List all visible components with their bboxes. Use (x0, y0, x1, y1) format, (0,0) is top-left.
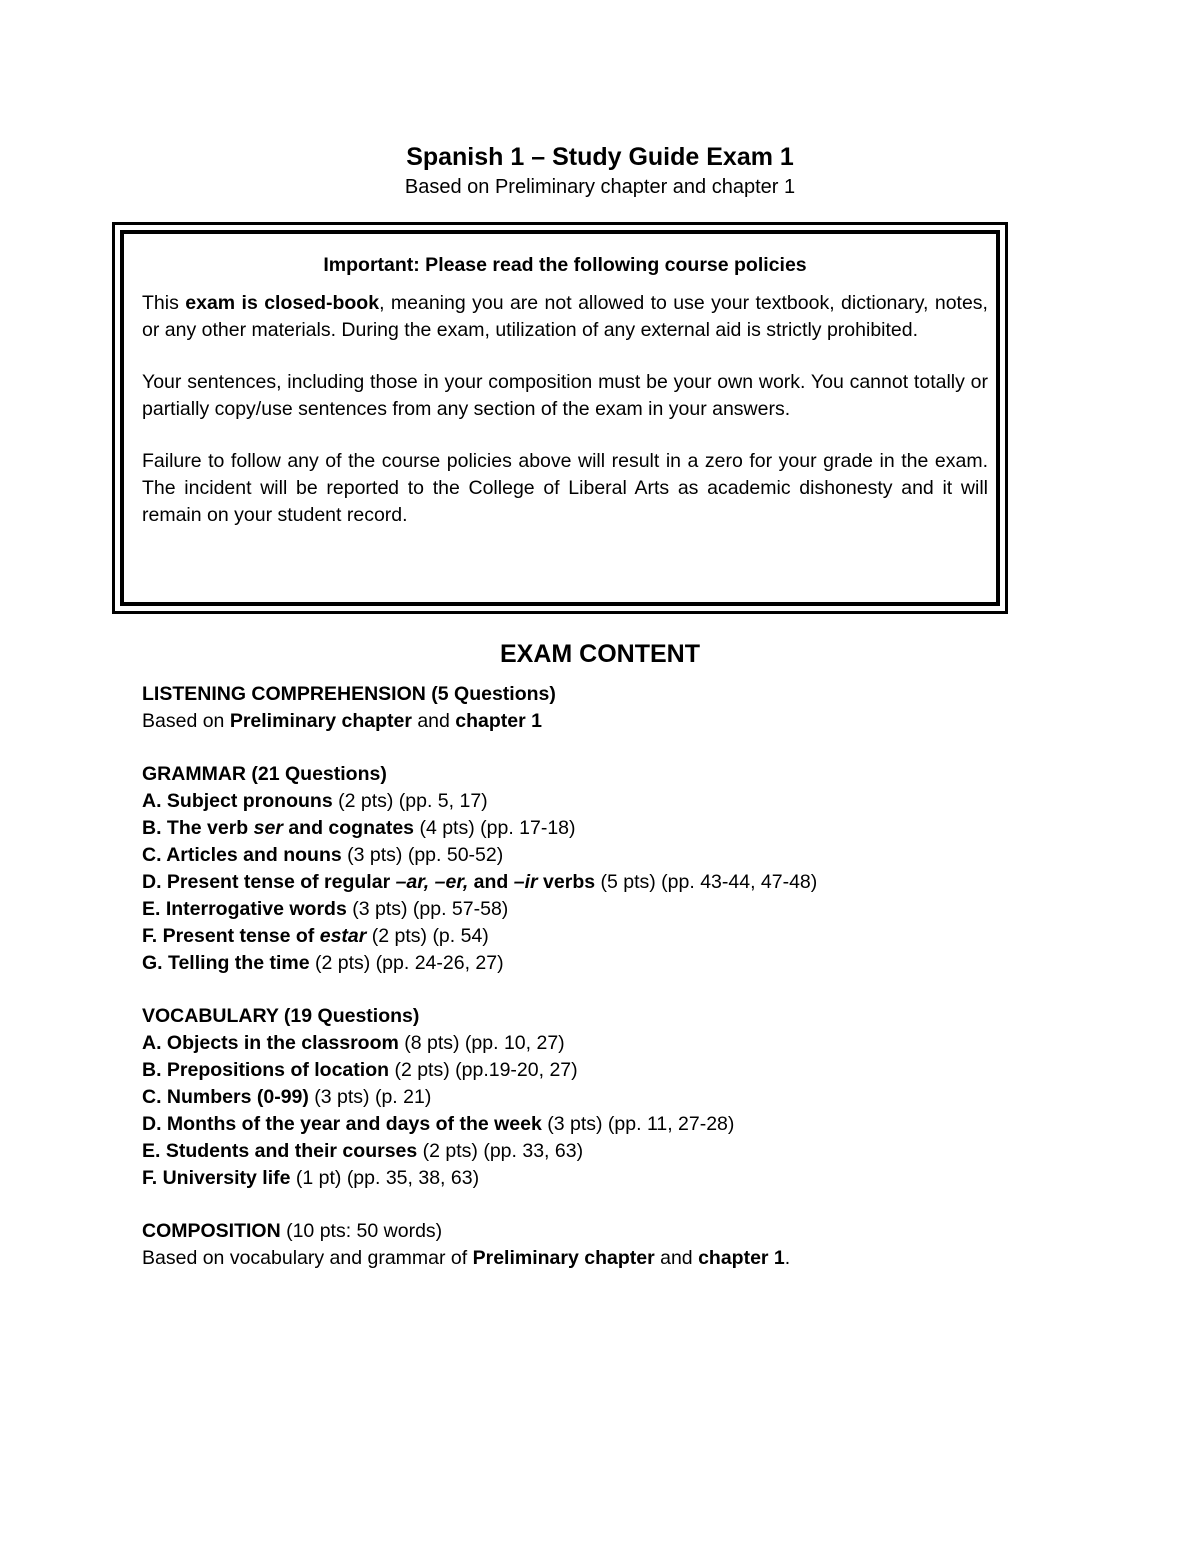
grammar-heading (142, 761, 1102, 788)
vocabulary-f-detail: (1 pt) (pp. 35, 38, 63) (290, 1167, 480, 1189)
vocabulary-b-detail: (2 pts) (pp.19-20, 27) (389, 1059, 578, 1081)
vocabulary-item-f (142, 1165, 1102, 1192)
grammar-a-label: A. Subject pronouns (142, 790, 333, 812)
grammar-c-label: C. Articles and nouns (142, 844, 342, 866)
grammar-d-label (142, 871, 595, 893)
grammar-d-ar: –ar, (395, 871, 430, 893)
exam-content-title: EXAM CONTENT (500, 640, 700, 668)
grammar-f-detail: (2 pts) (p. 54) (366, 925, 489, 947)
listening-and: and (411, 710, 456, 732)
grammar-e-detail: (3 pts) (pp. 57-58) (346, 898, 509, 920)
listening-heading-text: LISTENING COMPREHENSION (5 Questions) (142, 683, 556, 705)
policy-heading: Important: Please read the following course policies (323, 254, 807, 276)
grammar-d-er: –er, (434, 871, 469, 893)
grammar-item-b (142, 815, 1102, 842)
document-subtitle: Based on Preliminary chapter and chapter 1 (404, 176, 796, 198)
grammar-item-e (142, 896, 1102, 923)
vocabulary-item-e (142, 1138, 1102, 1165)
policy-p1-pre: This (142, 292, 186, 314)
grammar-d-label2: verbs (537, 871, 596, 893)
composition-based-pre: Based on vocabulary and grammar of (142, 1247, 473, 1269)
policy-box (142, 252, 988, 529)
grammar-item-g (142, 950, 1102, 977)
vocabulary-f-label: F. University life (142, 1167, 291, 1189)
composition-end: . (784, 1247, 791, 1269)
vocabulary-b-label: B. Prepositions of location (142, 1059, 390, 1081)
vocabulary-heading (142, 1003, 1102, 1030)
listening-chapter-prelim: Preliminary chapter (229, 710, 412, 732)
document-title: Spanish 1 – Study Guide Exam 1 (406, 143, 794, 171)
listening-based-pre: Based on (142, 710, 230, 732)
composition-heading-text: COMPOSITION (142, 1220, 281, 1242)
grammar-b-label1: B. The verb (142, 817, 254, 839)
policy-p1-bold: exam is closed-book (185, 292, 380, 314)
vocabulary-c-label: C. Numbers (0-99) (142, 1086, 309, 1108)
grammar-c-detail: (3 pts) (pp. 50-52) (341, 844, 504, 866)
grammar-item-c (142, 842, 1102, 869)
vocabulary-d-label: D. Months of the year and days of the week (142, 1113, 542, 1135)
composition-based-on (142, 1245, 1102, 1272)
grammar-b-detail: (4 pts) (pp. 17-18) (414, 817, 576, 839)
grammar-b-italic: ser (253, 817, 283, 839)
vocabulary-item-c (142, 1084, 1102, 1111)
composition-and: and (654, 1247, 699, 1269)
vocabulary-e-label: E. Students and their courses (142, 1140, 418, 1162)
vocabulary-item-a (142, 1030, 1102, 1057)
exam-content (142, 681, 1102, 1272)
policy-paragraph-own-work: Your sentences, including those in your composition must be your own work. You cannot totally or partially copy/use sentences from any section of the exam in your answers. (142, 371, 988, 420)
grammar-e-label: E. Interrogative words (142, 898, 347, 920)
composition-chapter-1: chapter 1 (698, 1247, 785, 1269)
grammar-d-and: and (468, 871, 514, 893)
grammar-d-label1: D. Present tense of regular (142, 871, 396, 893)
grammar-heading-text: GRAMMAR (21 Questions) (142, 763, 387, 785)
policy-paragraph-consequences: Failure to follow any of the course policies above will result in a zero for your grade in the exam. The incident will be reported to the College of Liberal Arts as academic dishonesty and it will remain on your student record. (142, 450, 988, 526)
composition-chapter-prelim: Preliminary chapter (472, 1247, 655, 1269)
policy-p1-post: , meaning you are not allowed to use your textbook, dictionary, notes, or any other materials. During the exam, utilization of any external aid is strictly prohibited. (142, 292, 988, 341)
grammar-f-label (142, 925, 366, 947)
grammar-f-italic: estar (319, 925, 367, 947)
grammar-a-detail: (2 pts) (pp. 5, 17) (332, 790, 488, 812)
grammar-f-label1: F. Present tense of (142, 925, 320, 947)
vocabulary-a-label: A. Objects in the classroom (142, 1032, 399, 1054)
composition-detail: (10 pts: 50 words) (280, 1220, 443, 1242)
grammar-g-detail: (2 pts) (pp. 24-26, 27) (309, 952, 504, 974)
grammar-item-a (142, 788, 1102, 815)
listening-heading (142, 681, 1102, 708)
listening-chapter-1: chapter 1 (455, 710, 542, 732)
listening-based-on (142, 708, 1102, 735)
grammar-d-ir: –ir (513, 871, 538, 893)
grammar-item-f (142, 923, 1102, 950)
grammar-g-label: G. Telling the time (142, 952, 310, 974)
grammar-item-d (142, 869, 1102, 896)
grammar-b-label (142, 817, 414, 839)
policy-paragraph-closed-book (142, 290, 988, 344)
vocabulary-e-detail: (2 pts) (pp. 33, 63) (417, 1140, 584, 1162)
vocabulary-c-detail: (3 pts) (p. 21) (308, 1086, 432, 1108)
vocabulary-item-d (142, 1111, 1102, 1138)
vocabulary-item-b (142, 1057, 1102, 1084)
grammar-d-detail: (5 pts) (pp. 43-44, 47-48) (595, 871, 818, 893)
vocabulary-heading-text: VOCABULARY (19 Questions) (142, 1005, 420, 1027)
vocabulary-d-detail: (3 pts) (pp. 11, 27-28) (541, 1113, 735, 1135)
composition-heading (142, 1218, 1102, 1245)
vocabulary-a-detail: (8 pts) (pp. 10, 27) (398, 1032, 565, 1054)
grammar-b-label2: and cognates (282, 817, 415, 839)
